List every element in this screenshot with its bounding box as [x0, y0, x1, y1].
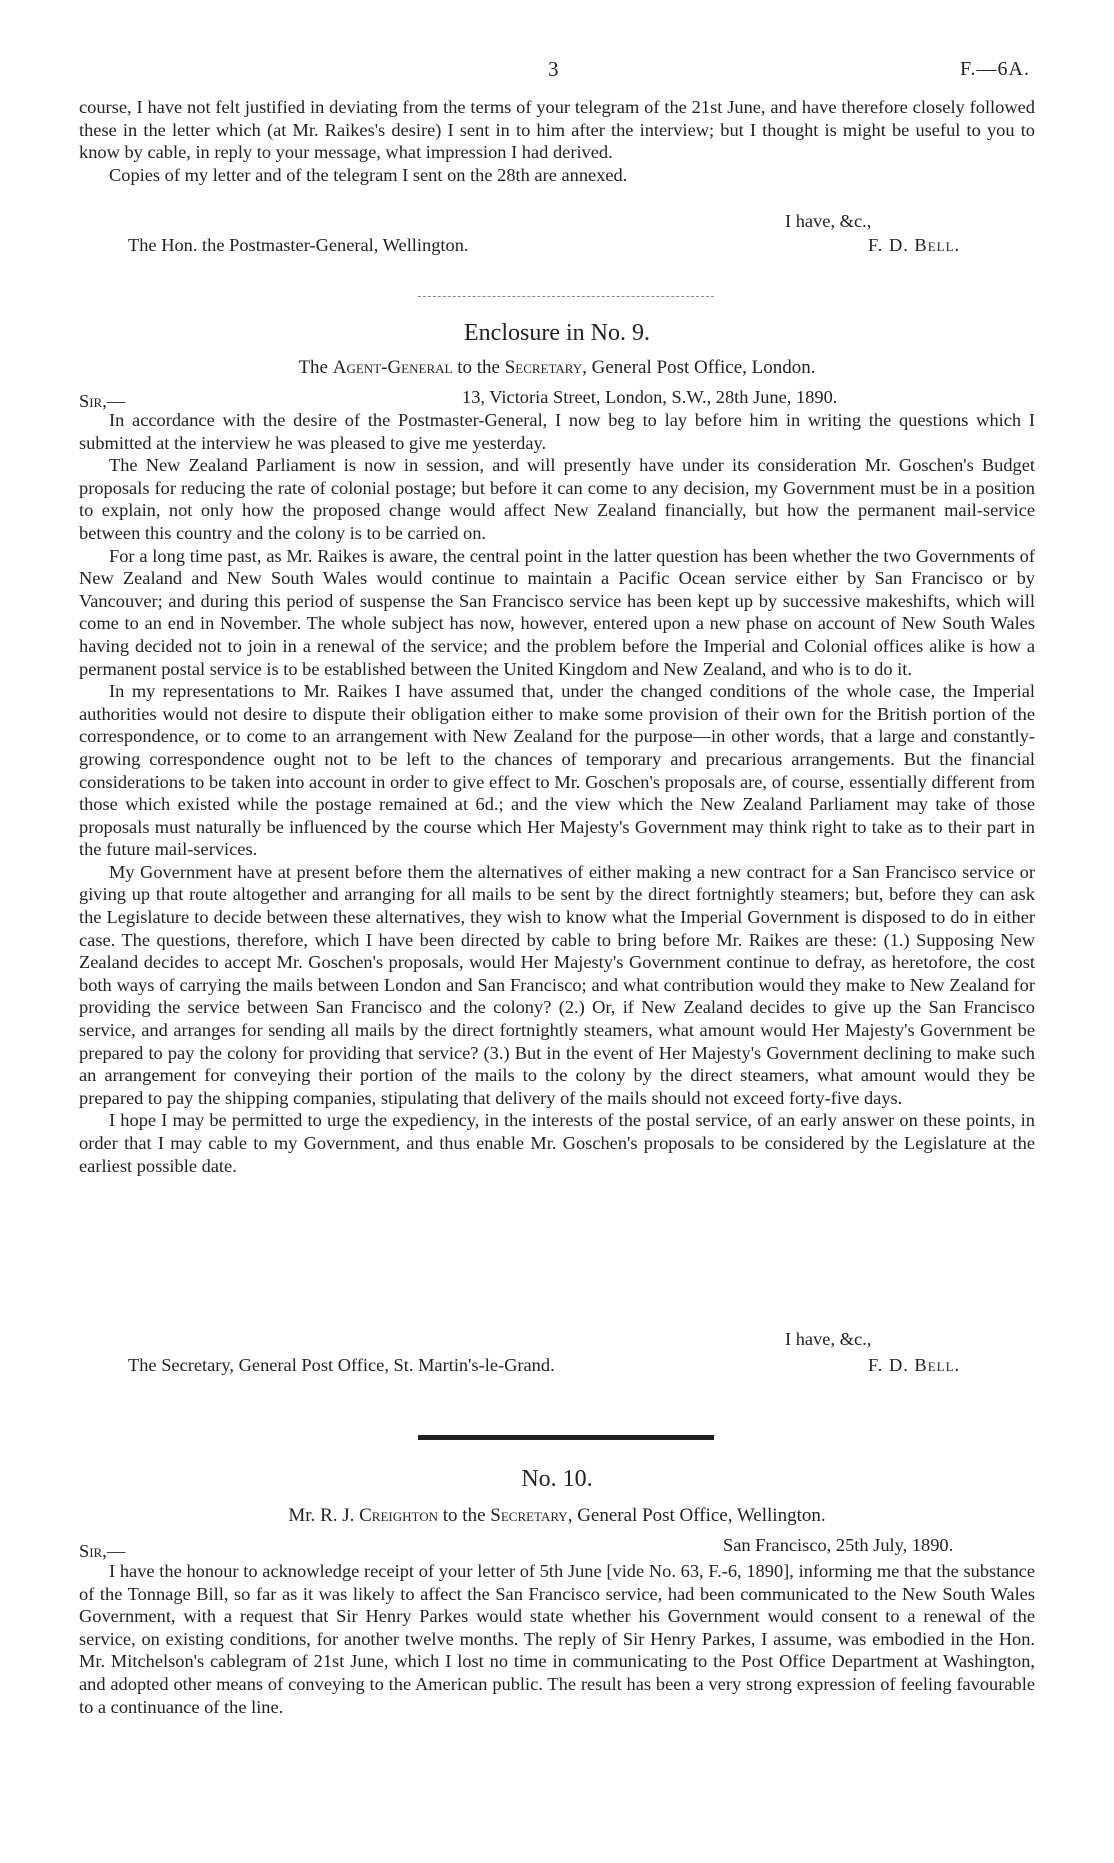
prev-letter-body [79, 96, 1035, 186]
enclosure-title: Enclosure in No. 9. [464, 320, 650, 346]
paragraph: I have the honour to acknowledge receipt of your letter of 5th June [vide No. 63, F.-6, 1890], informing me that the substance of the Tonnage Bill, so far as it was likely to affect the San Francisco service, had been communicated to the New South Wales Government, with a request that Sir Henry Parkes would state whether his Government would consent to a renewal of the service, on existing conditions, for another twelve months. The reply of Sir Henry Parkes, I assume, was embodied in the Hon. Mr. Mitchelson's cablegram of 21st June, which I lost no time in communicating to the Post Office Department at Washington, and adopted other means of conveying to the American public. The result has been a very strong expression of feeling favourable to a continuance of the line. [79, 1561, 1035, 1717]
paragraph: In my representations to Mr. Raikes I have assumed that, under the changed conditions of the whole case, the Imperial authorities would not desire to dispute their obligation either to make some provision of their own for the British portion of the correspondence, or to come to an arrangement with New Zealand for the purpose—in other words, that a large and constantly-growing correspondence ought not to be left to the chances of temporary and precarious arrangements. But the financial considerations to be taken into account in order to give effect to Mr. Goschen's proposals are, of course, essentially different from those which existed while the postage remained at 6d.; and the view which the New Zealand Parliament may take of those proposals must naturally be influenced by the course which Her Majesty's Government may think right to take as to their part in the future mail-services. [79, 681, 1035, 860]
signature: F. D. Bell. [868, 1355, 961, 1375]
dateline: 13, Victoria Street, London, S.W., 28th June, 1890. [462, 387, 838, 407]
paragraph: I hope I may be permitted to urge the expediency, in the interests of the postal service, of an early answer on these points, in order that I may cable to my Government, and thus enable Mr. Goschen's proposals to be considered by the Legislature at the earliest possible date. [79, 1110, 1035, 1176]
no10-body [79, 1560, 1035, 1718]
closing: I have, &c., [785, 211, 872, 231]
paragraph: For a long time past, as Mr. Raikes is aware, the central point in the latter question has been whether the two Governments of New Zealand and New South Wales would continue to maintain a Pacific Ocean service either by San Francisco or by Vancouver; and during this period of suspense the San Francisco service has been kept up by successive makeshifts, which will come to an end in November. The whole subject has now, however, entered upon a new phase on account of New South Wales having decided not to join in a renewal of the service; and the problem before the Imperial and Colonial offices alike is how a permanent postal service is to be established between the United Kingdom and New Zealand, and who is to do it. [79, 545, 1035, 679]
salutation: Sir,— [79, 1541, 126, 1561]
enclosure-subtitle: The Agent-General to the Secretary, General Post Office, London. [298, 357, 816, 378]
document-reference: F.—6A. [960, 58, 1030, 80]
section-subtitle: Mr. R. J. Creighton to the Secretary, General Post Office, Wellington. [288, 1505, 826, 1526]
dateline: San Francisco, 25th July, 1890. [723, 1535, 954, 1555]
paragraph: Copies of my letter and of the telegram I sent on the 28th are annexed. [109, 164, 628, 185]
signature: F. D. Bell. [868, 235, 961, 255]
paragraph: course, I have not felt justified in deviating from the terms of your telegram of the 21st June, and have therefore closely followed these in the letter which (at Mr. Raikes's desire) I sent in to him after the interview; but I thought is might be useful to you to know by cable, in reply to your message, what impression I had derived. [79, 97, 1035, 163]
section-divider [418, 1435, 714, 1440]
section-divider [418, 296, 714, 297]
page-number: 3 [548, 57, 559, 81]
enclosure-body [79, 409, 1035, 1177]
salutation: Sir,— [79, 391, 126, 411]
closing: I have, &c., [785, 1329, 872, 1349]
paragraph: My Government have at present before them the alternatives of either making a new contract for a San Francisco service or giving up that route altogether and arranging for all mails to be sent by the direct fortnightly steamers; but, before they can ask the Legislature to decide between these alternatives, they wish to know what the Imperial Government is disposed to do in either case. The questions, therefore, which I have been directed by cable to bring before Mr. Raikes are these: (1.) Supposing New Zealand decides to accept Mr. Goschen's proposals, would Her Majesty's Government continue to defray, as heretofore, the cost both ways of carrying the mails between London and San Francisco; and what contribution would they make to New Zealand for providing the service between San Francisco and the colony? (2.) Or, if New Zealand decides to give up the San Francisco service, and arranges for sending all mails by the direct fortnightly steamers, what amount would Her Majesty's Government be prepared to pay the colony for providing that service? (3.) But in the event of Her Majesty's Government declining to make such an arrangement for conveying their portion of the mails to the colony by the direct steamers, what amount would they be prepared to pay the shipping companies, stipulating that delivery of the mails should not exceed forty-five days. [79, 861, 1035, 1108]
paragraph: In accordance with the desire of the Postmaster-General, I now beg to lay before him in writing the questions which I submitted at the interview he was pleased to give me yesterday. [79, 410, 1035, 453]
paragraph: The New Zealand Parliament is now in session, and will presently have under its consideration Mr. Goschen's Budget proposals for reducing the rate of colonial postage; but before it can come to any decision, my Government must be in a position to explain, not only how the proposed change would affect New Zealand financially, but how the permanent mail-service between this country and the colony is to be carried on. [79, 455, 1035, 543]
section-title: No. 10. [521, 1466, 593, 1492]
addressee: The Hon. the Postmaster-General, Wellington. [128, 235, 469, 255]
addressee: The Secretary, General Post Office, St. Martin's-le-Grand. [128, 1355, 555, 1375]
